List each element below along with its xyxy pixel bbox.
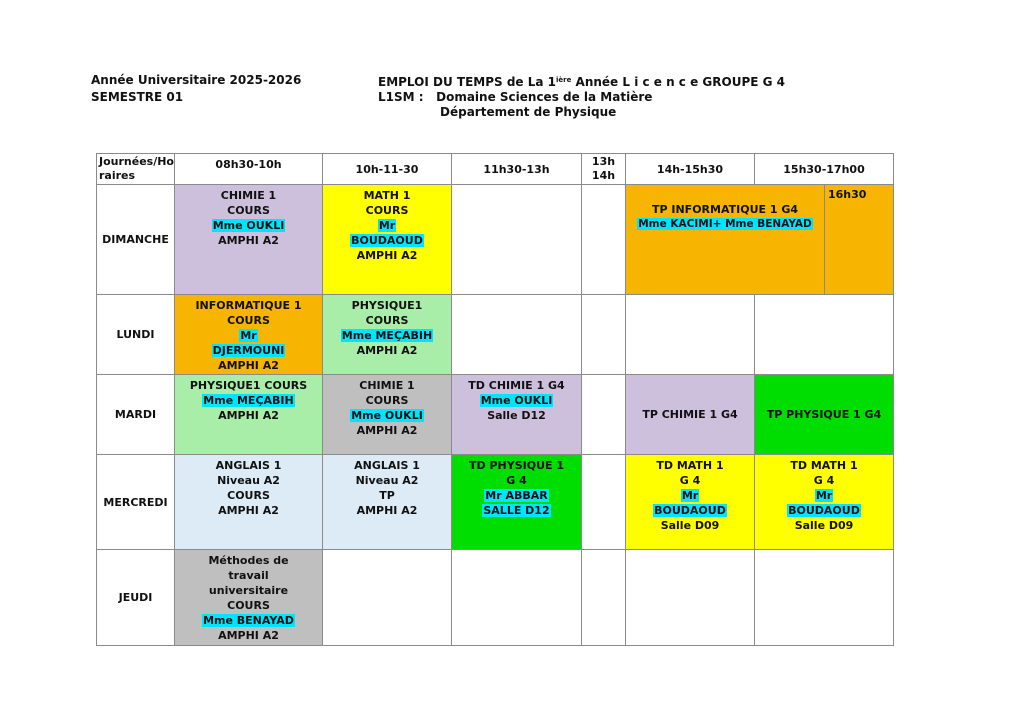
domain: Domaine Sciences de la Matière: [436, 90, 653, 104]
room: Salle D12: [487, 409, 546, 422]
col-header-4: [582, 154, 626, 185]
teacher: Mme OUKLI: [480, 394, 553, 407]
course-title: ANGLAIS 1: [215, 459, 282, 472]
teacher: Mme OUKLI: [351, 409, 423, 422]
day-mercredi: MERCREDI: [97, 455, 175, 550]
cell-jeu-empty-4: [582, 550, 626, 646]
teacher-title: Mr: [378, 219, 396, 232]
room: Salle D09: [660, 519, 720, 532]
col-header-2: 10h-11-30: [323, 154, 452, 185]
teacher: DJERMOUNI: [212, 344, 285, 357]
row-lundi: [97, 295, 894, 375]
cell-dim-empty-4: [582, 185, 626, 295]
day-jeudi: JEUDI: [97, 550, 175, 646]
course-type: COURS: [227, 598, 270, 612]
teacher: BOUDAOUD: [351, 234, 423, 247]
room: AMPHI A2: [218, 628, 279, 642]
cell-dim-math: [323, 185, 452, 295]
corner-header: Journées/Horaires: [97, 154, 175, 185]
course-title: TD MATH 1: [790, 459, 858, 472]
row-mardi: [97, 375, 894, 455]
teacher: Mme BENAYAD: [203, 613, 294, 627]
course-type: COURS: [365, 314, 409, 327]
group: G 4: [813, 474, 835, 487]
cell-mar-tp-physique: TP PHYSIQUE 1 G4: [755, 375, 894, 455]
course-title: TD CHIMIE 1 G4: [468, 379, 565, 392]
room: Salle D09: [794, 519, 854, 532]
course-title-1: Méthodes de: [208, 553, 289, 567]
cell-mar-td-chimie: [452, 375, 582, 455]
teacher: Mr ABBAR: [485, 489, 548, 502]
teacher-title: Mr: [815, 489, 833, 502]
group: G 4: [679, 474, 701, 487]
cell-mar-chimie: [323, 375, 452, 455]
course-title: PHYSIQUE1 COURS: [189, 379, 308, 392]
room: AMPHI A2: [218, 504, 279, 517]
course-title: MATH 1: [363, 189, 411, 202]
cell-mar-physique: [175, 375, 323, 455]
course-type: COURS: [227, 204, 270, 217]
course-title: TD PHYSIQUE 1: [469, 459, 564, 472]
teacher-title: Mr: [681, 489, 699, 502]
cell-dim-tp-info: [626, 185, 894, 295]
col-header-5: 14h-15h30: [626, 154, 755, 185]
cell-jeu-empty-5: [626, 550, 755, 646]
teacher: Mme MEÇABIH: [341, 329, 433, 342]
col-header-4a: 13h: [591, 155, 616, 168]
course-type: COURS: [227, 489, 270, 502]
room: SALLE D12: [483, 504, 550, 517]
room: AMPHI A2: [356, 504, 418, 517]
cell-mar-tp-chimie: TP CHIMIE 1 G4: [626, 375, 755, 455]
cell-mer-td-physique: [452, 455, 582, 550]
course-title: ANGLAIS 1: [354, 459, 420, 472]
cell-jeu-empty-6: [755, 550, 894, 646]
cell-lun-empty-4: [582, 295, 626, 375]
col-header-3: 11h30-13h: [452, 154, 582, 185]
cell-mer-anglais-tp: [323, 455, 452, 550]
cell-mar-empty-4: [582, 375, 626, 455]
room: AMPHI A2: [356, 424, 418, 437]
cell-mer-anglais-cours: [175, 455, 323, 550]
teacher: Mme MEÇABIH: [203, 394, 294, 407]
cell-lun-empty-6: [755, 295, 894, 375]
cell-mer-empty-4: [582, 455, 626, 550]
teacher: BOUDAOUD: [788, 504, 860, 517]
title-prefix: EMPLOI DU TEMPS de La 1: [378, 75, 556, 89]
course-type: COURS: [365, 204, 409, 217]
col-header-4b: 14h: [591, 169, 616, 182]
title-suffix: Année L i c e n c e GROUPE G 4: [571, 75, 785, 89]
course-title: CHIMIE 1: [220, 189, 277, 202]
course-title: TD MATH 1: [656, 459, 724, 472]
teacher-title: Mr: [240, 329, 257, 342]
header-row: [97, 154, 894, 185]
day-dimanche: DIMANCHE: [97, 185, 175, 295]
col-header-1: 08h30-10h: [175, 154, 323, 185]
cell-mer-td-math-1: [626, 455, 755, 550]
course-type: COURS: [365, 394, 409, 407]
teachers: Mme KACIMI+ Mme BENAYAD: [638, 218, 812, 230]
row-mercredi: [97, 455, 894, 550]
time-16h30: 16h30: [828, 188, 867, 201]
cell-lun-physique: [323, 295, 452, 375]
academic-year: Année Universitaire 2025-2026: [91, 73, 302, 87]
course-title: PHYSIQUE1: [351, 299, 423, 312]
room: AMPHI A2: [356, 249, 418, 262]
timetable: [96, 153, 894, 646]
cell-jeu-empty-2: [323, 550, 452, 646]
row-jeudi: [97, 550, 894, 646]
level: Niveau A2: [355, 474, 419, 487]
cell-dim-empty-3: [452, 185, 582, 295]
room: AMPHI A2: [356, 344, 418, 357]
day-lundi: LUNDI: [97, 295, 175, 375]
row-dimanche: [97, 185, 894, 295]
room: AMPHI A2: [218, 359, 279, 372]
group: G 4: [506, 474, 527, 487]
col-header-6: 15h30-17h00: [755, 154, 894, 185]
course-type: TP: [379, 489, 395, 502]
semester: SEMESTRE 01: [91, 90, 184, 104]
level: Niveau A2: [217, 474, 280, 487]
teacher: BOUDAOUD: [654, 504, 726, 517]
program-code: L1SM :: [378, 90, 424, 104]
cell-lun-info: [175, 295, 323, 375]
course-title-2: travail: [228, 568, 269, 582]
teacher: Mme OUKLI: [212, 219, 285, 232]
course-title: TP INFORMATIQUE 1 G4: [651, 203, 799, 216]
cell-lun-empty-3: [452, 295, 582, 375]
course-type: COURS: [227, 314, 270, 327]
course-title: CHIMIE 1: [359, 379, 415, 392]
title-superscript: ière: [556, 76, 572, 84]
department: Département de Physique: [440, 105, 617, 119]
course-title: INFORMATIQUE 1: [195, 299, 302, 312]
schedule-title: [378, 73, 785, 90]
cell-jeu-methodes: [175, 550, 323, 646]
room: AMPHI A2: [218, 409, 279, 422]
room: AMPHI A2: [218, 234, 279, 247]
cell-dim-chimie: [175, 185, 323, 295]
day-mardi: MARDI: [97, 375, 175, 455]
cell-mer-td-math-2: [755, 455, 894, 550]
time-divider: [824, 185, 825, 294]
cell-jeu-empty-3: [452, 550, 582, 646]
program-line: [378, 90, 652, 105]
course-title-3: universitaire: [208, 583, 289, 597]
cell-lun-empty-5: [626, 295, 755, 375]
